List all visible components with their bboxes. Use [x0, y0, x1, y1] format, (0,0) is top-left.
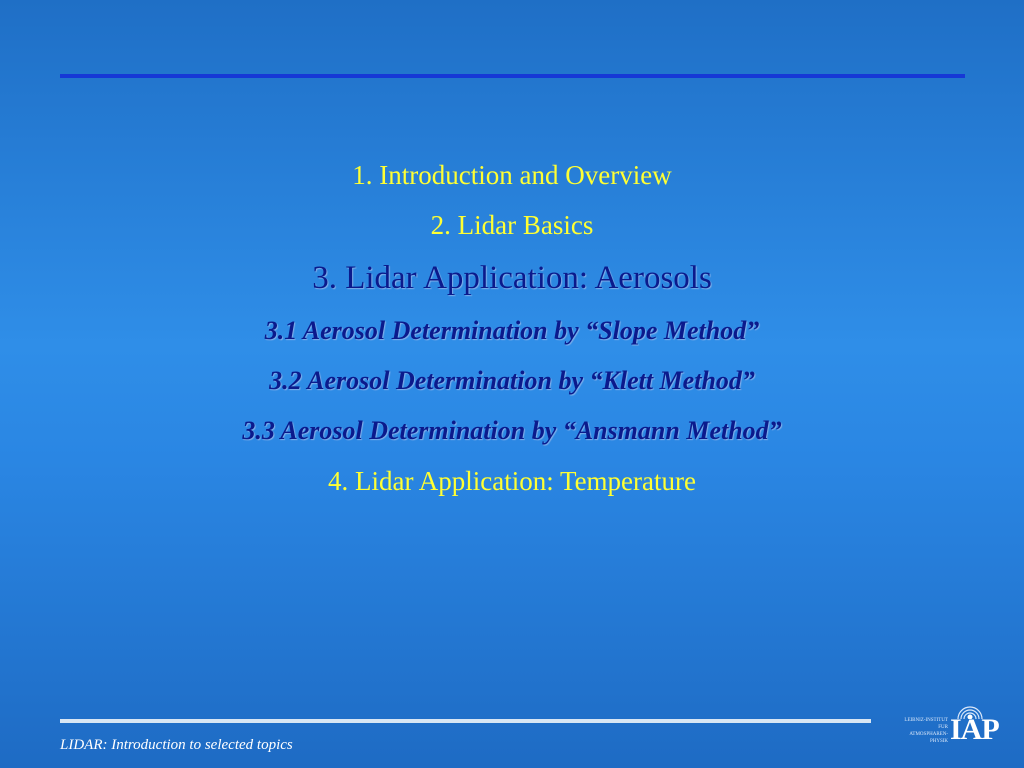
agenda-item-temperature: 4. Lidar Application: Temperature: [328, 466, 696, 496]
agenda-item-introduction: 1. Introduction and Overview: [352, 160, 672, 190]
footer-title: LIDAR: Introduction to selected topics: [60, 737, 293, 753]
agenda-subitem-slope-method: 3.1 Aerosol Determination by “Slope Method”: [264, 316, 760, 345]
top-divider: [60, 74, 965, 78]
logo-line-3: ATMOSPHÄREN-: [909, 732, 948, 737]
agenda-subitem-ansmann-method: 3.3 Aerosol Determination by “Ansmann Method”: [242, 416, 782, 445]
logo-line-1: LEIBNIZ-INSTITUT: [904, 718, 948, 723]
bottom-divider: [60, 719, 871, 723]
logo-line-4: PHYSIK: [929, 739, 948, 744]
agenda-item-aerosols: 3. Lidar Application: Aerosols: [312, 260, 712, 296]
agenda-subitem-klett-method: 3.2 Aerosol Determination by “Klett Method”: [269, 366, 755, 395]
logo-line-2: FÜR: [938, 725, 948, 730]
iap-logo: [888, 697, 1010, 759]
agenda-list: [0, 150, 1024, 506]
logo-wordmark: IAP: [950, 713, 999, 746]
agenda-item-lidar-basics: 2. Lidar Basics: [430, 210, 594, 240]
